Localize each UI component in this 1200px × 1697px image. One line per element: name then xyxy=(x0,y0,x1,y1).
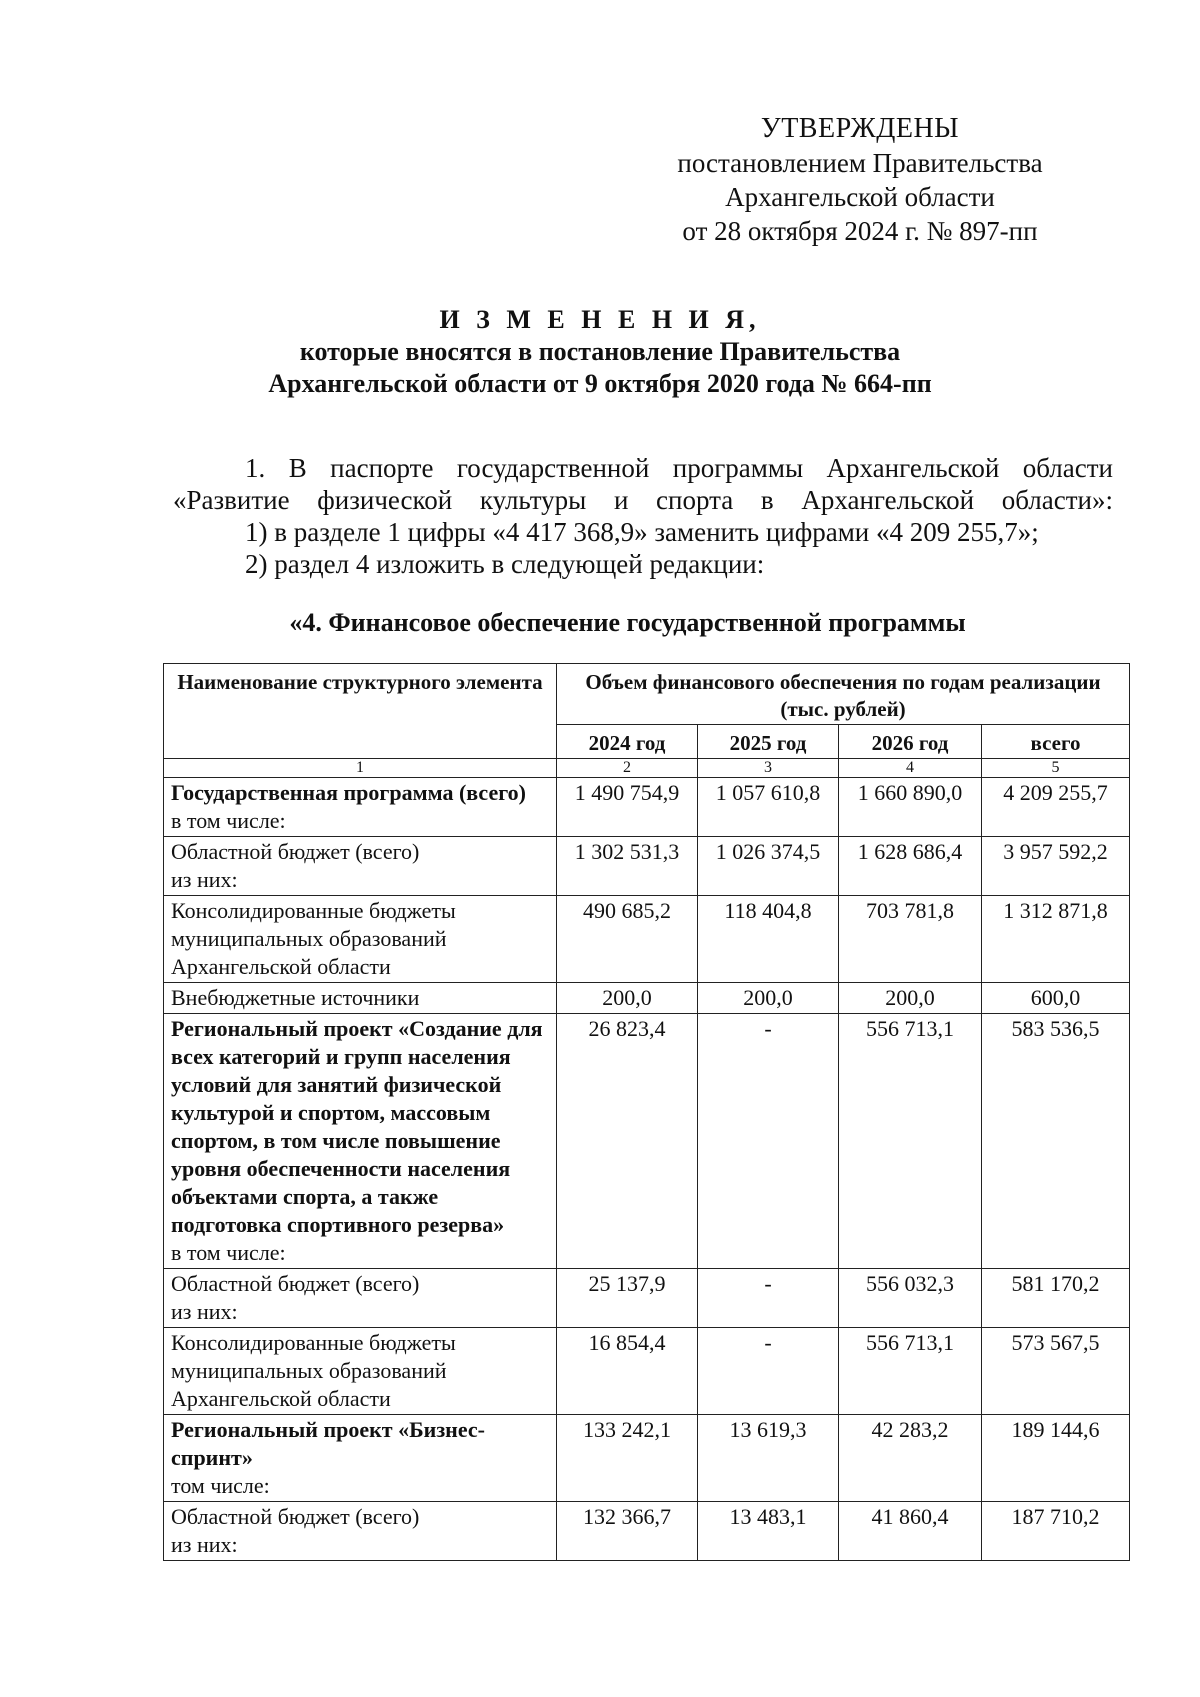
approval-line-1: постановлением Правительства xyxy=(677,148,1043,178)
row-name: Областной бюджет (всего) xyxy=(171,839,420,864)
value-cell: 556 713,1 xyxy=(839,1014,982,1269)
row-name: Консолидированные бюджеты муниципальных образований Архангельской области xyxy=(171,898,456,979)
row-subnote: из них: xyxy=(171,1299,238,1324)
financing-table xyxy=(163,663,1130,1561)
value-cell: 573 567,5 xyxy=(982,1328,1130,1415)
approval-stamp xyxy=(650,112,1070,248)
paragraph-3: 2) раздел 4 изложить в следующей редакции: xyxy=(245,549,765,579)
table-row xyxy=(164,778,1130,837)
row-subnote: в том числе: xyxy=(171,808,286,833)
value-cell: 13 619,3 xyxy=(698,1415,839,1502)
row-name-cell xyxy=(164,983,557,1014)
row-name: Внебюджетные источники xyxy=(171,985,420,1010)
row-name: Консолидированные бюджеты муниципальных образований Архангельской области xyxy=(171,1330,456,1411)
value-cell: 581 170,2 xyxy=(982,1269,1130,1328)
value-cell: 13 483,1 xyxy=(698,1502,839,1561)
approval-line-2: Архангельской области xyxy=(725,182,995,212)
value-cell: 41 860,4 xyxy=(839,1502,982,1561)
paragraph-1: 1. В паспорте государственной программы Архангельской области «Развитие физической культуры и спорта в Архангельской области»: xyxy=(173,453,1113,515)
value-cell: 600,0 xyxy=(982,983,1130,1014)
table-row xyxy=(164,1269,1130,1328)
document-heading xyxy=(160,304,1040,400)
row-name-cell xyxy=(164,778,557,837)
value-cell: 583 536,5 xyxy=(982,1014,1130,1269)
value-cell: 1 628 686,4 xyxy=(839,837,982,896)
document-title: И З М Е Н Е Н И Я, xyxy=(439,305,761,334)
row-subnote: том числе: xyxy=(171,1473,270,1498)
header-year-2024: 2024 год xyxy=(557,725,698,759)
value-cell: 1 057 610,8 xyxy=(698,778,839,837)
approval-title: УТВЕРЖДЕНЫ xyxy=(760,113,960,144)
table-row xyxy=(164,983,1130,1014)
header-structural-element: Наименование структурного элемента xyxy=(164,664,557,759)
value-cell: 26 823,4 xyxy=(557,1014,698,1269)
section-title: «4. Финансовое обеспечение государственной программы xyxy=(289,608,966,637)
paragraph-2: 1) в разделе 1 цифры «4 417 368,9» заменить цифрами «4 209 255,7»; xyxy=(245,517,1039,547)
value-cell: 118 404,8 xyxy=(698,896,839,983)
row-subnote: в том числе: xyxy=(171,1240,286,1265)
value-cell: 16 854,4 xyxy=(557,1328,698,1415)
value-cell: 1 660 890,0 xyxy=(839,778,982,837)
value-cell: 1 302 531,3 xyxy=(557,837,698,896)
document-subtitle-1: которые вносятся в постановление Правительства xyxy=(299,337,901,366)
row-name-cell xyxy=(164,896,557,983)
value-cell: 556 713,1 xyxy=(839,1328,982,1415)
value-cell: - xyxy=(698,1014,839,1269)
value-cell: 490 685,2 xyxy=(557,896,698,983)
value-cell: 200,0 xyxy=(698,983,839,1014)
document-body xyxy=(173,452,1113,580)
row-name: Региональный проект «Создание для всех категорий и групп населения условий для занятий физической культурой и спортом, массовым спортом, в том числе повышение уровня обеспеченности населения объектами спорта, а также подготовка спортивного резерва» xyxy=(171,1016,543,1237)
document-subtitle-2: Архангельской области от 9 октября 2020 года № 664-пп xyxy=(268,369,932,398)
table-row xyxy=(164,1014,1130,1269)
row-name: Региональный проект «Бизнес-спринт» xyxy=(171,1417,485,1470)
row-name-cell xyxy=(164,1328,557,1415)
column-number: 5 xyxy=(982,759,1130,778)
value-cell: 1 312 871,8 xyxy=(982,896,1130,983)
column-number: 4 xyxy=(839,759,982,778)
value-cell: 1 490 754,9 xyxy=(557,778,698,837)
approval-line-3: от 28 октября 2024 г. № 897-пп xyxy=(682,216,1038,246)
table-row xyxy=(164,896,1130,983)
row-name-cell xyxy=(164,837,557,896)
header-financing-volume: Объем финансового обеспечения по годам реализации (тыс. рублей) xyxy=(557,664,1130,725)
table-row xyxy=(164,1328,1130,1415)
value-cell: 3 957 592,2 xyxy=(982,837,1130,896)
value-cell: 132 366,7 xyxy=(557,1502,698,1561)
column-number: 2 xyxy=(557,759,698,778)
value-cell: 703 781,8 xyxy=(839,896,982,983)
value-cell: 200,0 xyxy=(557,983,698,1014)
column-number: 3 xyxy=(698,759,839,778)
value-cell: 42 283,2 xyxy=(839,1415,982,1502)
header-total: всего xyxy=(982,725,1130,759)
value-cell: 200,0 xyxy=(839,983,982,1014)
table-header-row xyxy=(164,664,1130,725)
value-cell: 133 242,1 xyxy=(557,1415,698,1502)
table-row xyxy=(164,837,1130,896)
value-cell: 4 209 255,7 xyxy=(982,778,1130,837)
value-cell: 25 137,9 xyxy=(557,1269,698,1328)
table-row xyxy=(164,1502,1130,1561)
value-cell: 1 026 374,5 xyxy=(698,837,839,896)
row-name: Областной бюджет (всего) xyxy=(171,1271,420,1296)
row-name-cell xyxy=(164,1415,557,1502)
column-numbers-row xyxy=(164,759,1130,778)
column-number: 1 xyxy=(164,759,557,778)
row-name-cell xyxy=(164,1502,557,1561)
header-year-2025: 2025 год xyxy=(698,725,839,759)
value-cell: 556 032,3 xyxy=(839,1269,982,1328)
value-cell: 187 710,2 xyxy=(982,1502,1130,1561)
row-name: Областной бюджет (всего) xyxy=(171,1504,420,1529)
value-cell: 189 144,6 xyxy=(982,1415,1130,1502)
header-year-2026: 2026 год xyxy=(839,725,982,759)
value-cell: - xyxy=(698,1269,839,1328)
row-subnote: из них: xyxy=(171,1532,238,1557)
row-subnote: из них: xyxy=(171,867,238,892)
row-name-cell xyxy=(164,1014,557,1269)
value-cell: - xyxy=(698,1328,839,1415)
table-row xyxy=(164,1415,1130,1502)
row-name: Государственная программа (всего) xyxy=(171,780,526,805)
row-name-cell xyxy=(164,1269,557,1328)
